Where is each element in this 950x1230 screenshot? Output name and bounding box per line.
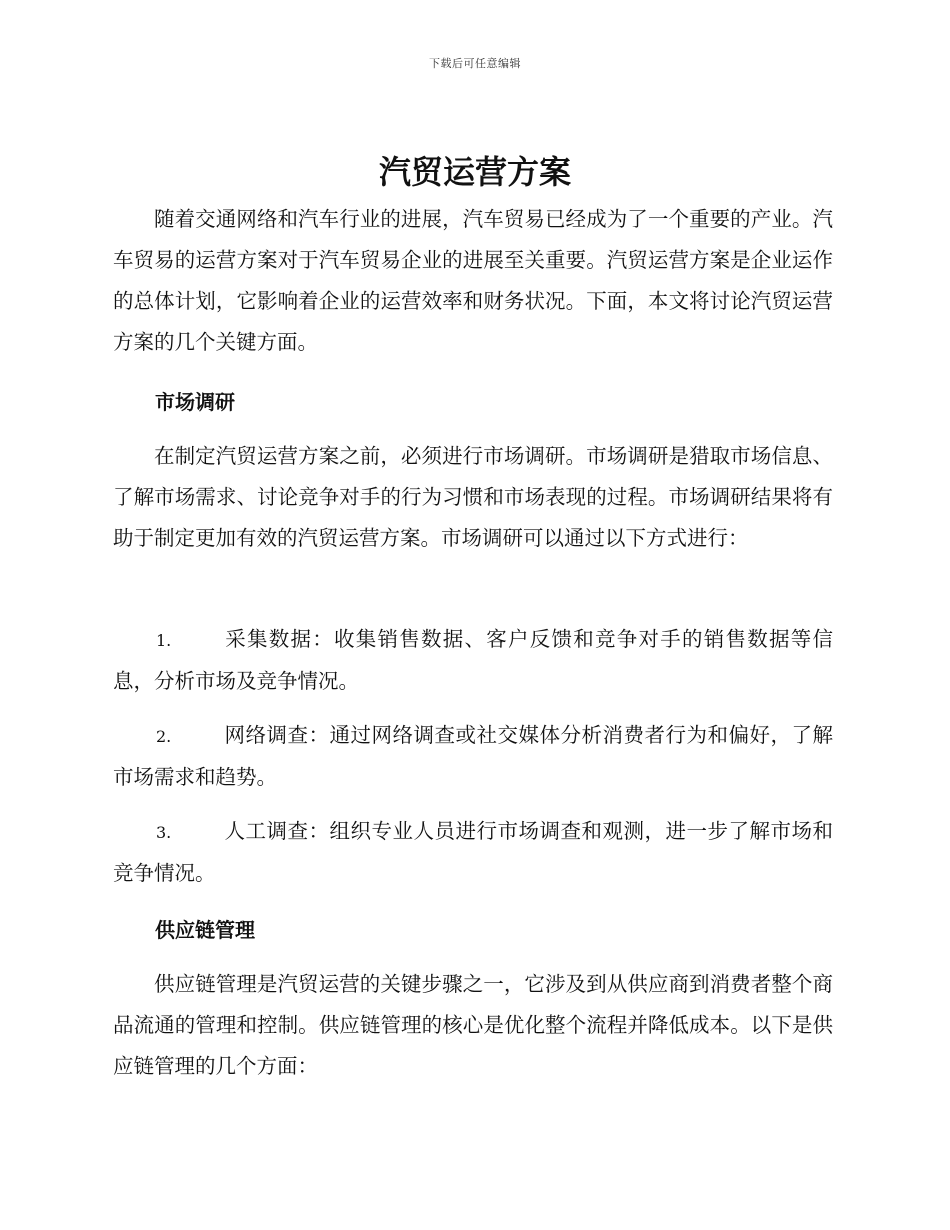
- supply-chain-paragraph: 供应链管理是汽贸运营的关键步骤之一，它涉及到从供应商到消费者整个商品流通的管理和控制。供应链管理的核心是优化整个流程并降低成本。以下是供应链管理的几个方面：: [113, 972, 833, 1078]
- list-item-number: 2.: [156, 727, 172, 746]
- list-item: [113, 811, 833, 894]
- list-item-number: 1.: [156, 631, 172, 650]
- section-heading-market-research: 市场调研: [155, 390, 235, 414]
- market-research-paragraph: 在制定汽贸运营方案之前，必须进行市场调研。市场调研是猎取市场信息、了解市场需求、讨论竞争对手的行为习惯和市场表现的过程。市场调研结果将有助于制定更加有效的汽贸运营方案。市场调研可以通过以下方式进行：: [113, 444, 833, 550]
- list-item-text: 人工调查：组织专业人员进行市场调查和观测，进一步了解市场和竞争情况。: [113, 819, 833, 885]
- document-title: 汽贸运营方案: [378, 153, 571, 191]
- list-item-text: 采集数据：收集销售数据、客户反馈和竞争对手的销售数据等信息，分析市场及竞争情况。: [113, 627, 833, 693]
- list-item-number: 3.: [156, 823, 172, 842]
- list-item: [113, 715, 833, 798]
- intro-paragraph: 随着交通网络和汽车行业的进展，汽车贸易已经成为了一个重要的产业。汽车贸易的运营方案对于汽车贸易企业的进展至关重要。汽贸运营方案是企业运作的总体计划，它影响着企业的运营效率和财务状况。下面，本文将讨论汽贸运营方案的几个关键方面。: [113, 207, 833, 354]
- list-item-text: 网络调查：通过网络调查或社交媒体分析消费者行为和偏好，了解市场需求和趋势。: [113, 723, 833, 789]
- section-heading-supply-chain: 供应链管理: [155, 918, 255, 942]
- page-header-note: 下载后可任意编辑: [429, 57, 521, 70]
- list-item: [113, 619, 833, 702]
